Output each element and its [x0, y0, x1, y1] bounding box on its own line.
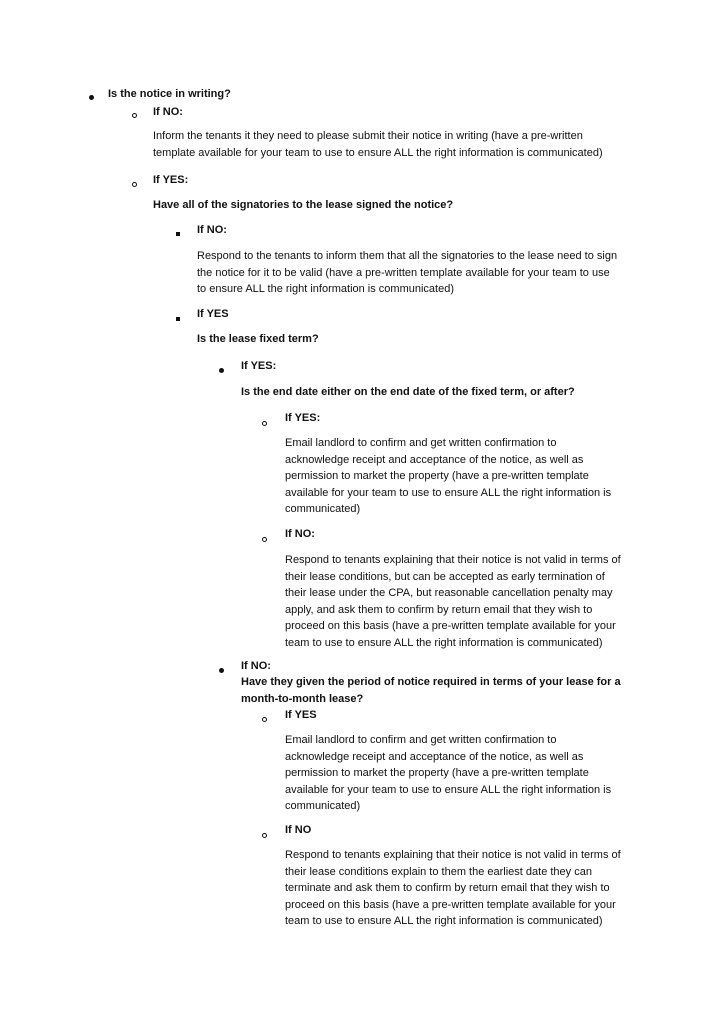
text-line: Email landlord to confirm and get written confirmation to: [285, 437, 557, 449]
bullet-circle-icon: [132, 176, 137, 193]
text-line: terminate and ask them to confirm by return email that they wish to: [285, 882, 610, 894]
bullet-circle-icon: [132, 107, 137, 124]
paragraph-submit-in-writing: [153, 128, 603, 161]
text-line: available for your team to use to ensure ALL the right information is: [285, 486, 612, 499]
question-signatories-signed: Have all of the signatories to the lease signed the notice?: [153, 199, 454, 211]
paragraph-email-landlord: [285, 732, 611, 815]
text-line: team to use to ensure ALL the right information is communicated): [285, 636, 603, 649]
text-line: proceed on this basis (have a pre-written template available for your: [285, 898, 616, 911]
text-line: to ensure ALL the right information is communicated): [197, 283, 455, 295]
text-line: proceed on this basis (have a pre-written template available for your: [285, 620, 616, 632]
label-if-yes: If YES:: [285, 412, 321, 424]
bullet-circle-icon: [262, 827, 267, 844]
text-line: month-to-month lease?: [241, 692, 364, 705]
text-line: Inform the tenants it they need to please submit their notice in writing (have a pre-written: [153, 130, 583, 142]
text-line: Email landlord to confirm and get written confirmation to: [285, 734, 557, 746]
bullet-circle-icon: [262, 711, 267, 728]
bullet-square-icon: [176, 310, 180, 327]
label-if-yes: If YES:: [241, 360, 277, 372]
question-notice-in-writing: Is the notice in writing?: [108, 88, 231, 100]
paragraph-signatories-need-sign: [197, 248, 617, 298]
text-line: Respond to the tenants to inform them that all the signatories to the lease need to sign: [197, 250, 618, 262]
text-line: acknowledge receipt and acceptance of the notice, as well as: [285, 453, 584, 466]
label-if-yes: If YES:: [153, 174, 189, 186]
label-if-yes: If YES: [197, 308, 229, 320]
text-line: team to use to ensure ALL the right information is communicated): [285, 915, 603, 927]
text-line: communicated): [285, 800, 361, 812]
text-line: communicated): [285, 503, 361, 515]
paragraph-early-termination: [285, 552, 621, 651]
text-line: Have they given the period of notice required in terms of your lease for a: [241, 676, 621, 688]
bullet-dot-icon: [219, 662, 224, 679]
text-line: template available for your team to use to ensure ALL the right information is communicated): [153, 146, 603, 159]
label-if-no: If NO:: [241, 660, 271, 672]
text-line: permission to market the property (have a pre-written template: [285, 767, 589, 779]
label-if-no: If NO:: [285, 528, 315, 540]
text-line: the notice for it to be valid (have a pre-written template available for your team to use: [197, 266, 610, 279]
paragraph-earliest-date: [285, 847, 621, 930]
bullet-circle-icon: [262, 531, 267, 548]
label-if-no: If NO:: [197, 224, 227, 236]
question-lease-fixed-term: Is the lease fixed term?: [197, 333, 319, 345]
text-line: apply, and ask them to confirm by return email that they wish to: [285, 603, 593, 616]
text-line: their lease conditions explain to them the earliest date they can: [285, 865, 592, 878]
bullet-dot-icon: [219, 362, 224, 379]
text-line: acknowledge receipt and acceptance of the notice, as well as: [285, 750, 584, 763]
question-notice-period: [241, 674, 621, 707]
text-line: their lease under the CPA, but reasonable cancellation penalty may: [285, 587, 613, 599]
bullet-dot-icon: [89, 89, 94, 106]
text-line: Respond to tenants explaining that their notice is not valid in terms of: [285, 849, 621, 861]
text-line: Respond to tenants explaining that their notice is not valid in terms of: [285, 554, 621, 566]
text-line: permission to market the property (have a pre-written template: [285, 470, 589, 482]
text-line: available for your team to use to ensure ALL the right information is: [285, 783, 612, 796]
label-if-yes: If YES: [285, 709, 317, 721]
bullet-square-icon: [176, 225, 180, 242]
paragraph-email-landlord: [285, 435, 611, 518]
label-if-no: If NO:: [153, 106, 183, 118]
bullet-circle-icon: [262, 415, 267, 432]
label-if-no: If NO: [285, 824, 312, 836]
question-end-date: Is the end date either on the end date of the fixed term, or after?: [241, 386, 575, 398]
text-line: their lease conditions, but can be accepted as early termination of: [285, 570, 605, 583]
